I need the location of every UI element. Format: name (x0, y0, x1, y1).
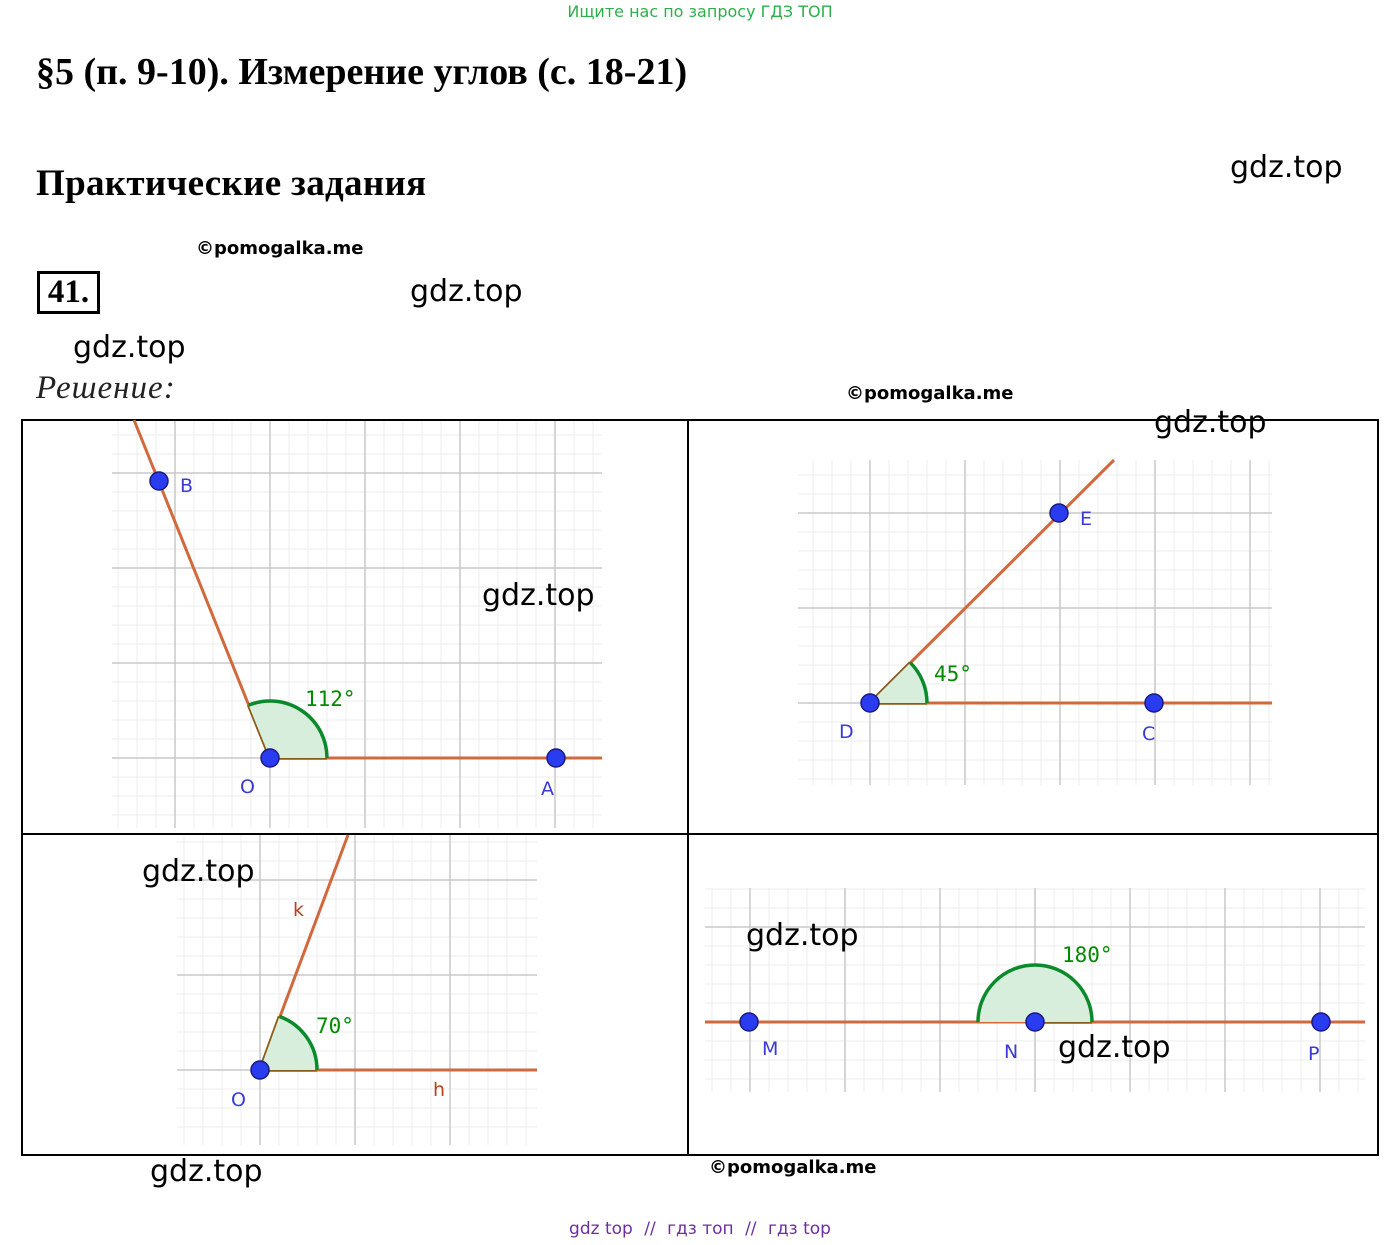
solution-label: Решение: (36, 370, 176, 406)
watermark-gdz: gdz.top (410, 274, 523, 309)
watermark-pomogalka: ©pomogalka.me (709, 1157, 877, 1178)
point-E (1050, 504, 1068, 522)
watermark-gdz: gdz.top (150, 1154, 263, 1189)
angle-label-hOk: 70° (316, 1014, 354, 1038)
subheading-practical-tasks: Практические задания (36, 163, 427, 204)
watermark-gdz: gdz.top (746, 918, 859, 953)
point-label-N: N (1004, 1041, 1019, 1063)
watermark-gdz: gdz.top (142, 854, 255, 889)
label-E: E (1080, 508, 1093, 530)
point-C (1145, 694, 1163, 712)
footer-link[interactable]: gdz top (569, 1219, 633, 1239)
watermark-gdz: gdz.top (1154, 405, 1267, 440)
footer-separator: // (745, 1219, 757, 1239)
watermark-pomogalka: ©pomogalka.me (846, 383, 1014, 404)
label-B: B (180, 475, 194, 497)
watermark-gdz: gdz.top (73, 330, 186, 365)
label-h: h (433, 1079, 446, 1101)
point-label-O: O (240, 776, 255, 798)
top-search-link[interactable]: Ищите нас по запросу ГДЗ ТОП (567, 2, 833, 21)
angle-sector-CDE (870, 663, 927, 703)
point-label-D: D (839, 721, 854, 743)
footer-links (0, 1219, 1400, 1239)
label-C: C (1142, 723, 1156, 745)
angle-label-CDE: 45° (934, 662, 972, 686)
section-title: §5 (п. 9-10). Измерение углов (с. 18-21) (36, 51, 688, 93)
watermark-gdz: gdz.top (1058, 1030, 1171, 1065)
label-M: M (762, 1038, 779, 1060)
point-O (251, 1061, 269, 1079)
point-O (261, 749, 279, 767)
footer-link[interactable]: гдз top (767, 1219, 831, 1239)
watermark-gdz: gdz.top (1230, 150, 1343, 185)
point-D (861, 694, 879, 712)
label-A: A (541, 778, 554, 800)
angle-label-MNP: 180° (1062, 943, 1113, 967)
label-P: P (1308, 1043, 1320, 1065)
label-k: k (293, 899, 305, 921)
grid-CDE (798, 460, 1272, 785)
footer-separator: // (644, 1219, 656, 1239)
point-A (547, 749, 565, 767)
exercise-number: 41. (37, 271, 100, 314)
point-label-O: O (231, 1089, 246, 1111)
watermark-pomogalka: ©pomogalka.me (196, 238, 364, 259)
watermark-gdz: gdz.top (482, 578, 595, 613)
point-B (150, 472, 168, 490)
point-P (1312, 1013, 1330, 1031)
point-M (740, 1013, 758, 1031)
angle-label-AOB: 112° (305, 687, 356, 711)
footer-link[interactable]: гдз топ (667, 1219, 734, 1239)
point-N (1026, 1013, 1044, 1031)
